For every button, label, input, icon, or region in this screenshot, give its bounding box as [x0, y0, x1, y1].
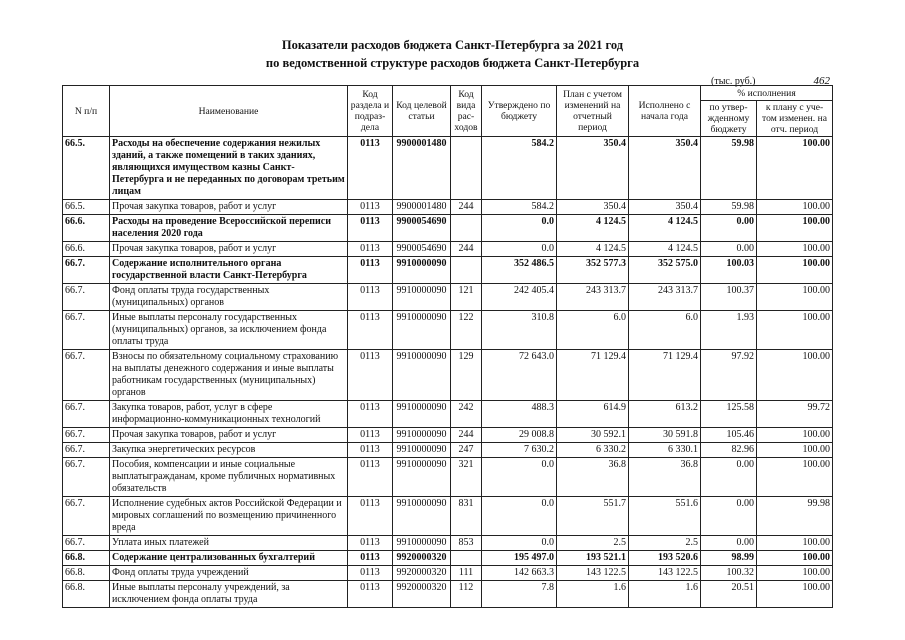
row-expense-type: 247	[451, 443, 482, 458]
row-pct-approved: 100.37	[701, 284, 757, 311]
row-section-code: 0113	[348, 536, 393, 551]
row-section-code: 0113	[348, 137, 393, 200]
table-row	[63, 497, 833, 536]
row-expense-type: 244	[451, 200, 482, 215]
row-plan: 350.4	[557, 200, 629, 215]
row-section-code: 0113	[348, 257, 393, 284]
row-target-code: 9910000090	[393, 428, 451, 443]
row-approved: 242 405.4	[482, 284, 557, 311]
row-pct-approved: 20.51	[701, 581, 757, 608]
row-num: 66.7.	[63, 311, 110, 350]
row-pct-plan: 100.00	[757, 536, 833, 551]
row-name: Иные выплаты персоналу учреждений, за исключением фонда оплаты труда	[110, 581, 348, 608]
row-target-code: 9910000090	[393, 458, 451, 497]
header-executed: Исполнено с начала года	[629, 86, 701, 137]
row-plan: 71 129.4	[557, 350, 629, 401]
row-target-code: 9910000090	[393, 284, 451, 311]
row-target-code: 9900001480	[393, 200, 451, 215]
row-section-code: 0113	[348, 242, 393, 257]
row-executed: 352 575.0	[629, 257, 701, 284]
row-target-code: 9910000090	[393, 401, 451, 428]
row-pct-approved: 0.00	[701, 242, 757, 257]
row-name: Фонд оплаты труда учреждений	[110, 566, 348, 581]
row-pct-plan: 100.00	[757, 350, 833, 401]
row-section-code: 0113	[348, 350, 393, 401]
row-pct-plan: 99.72	[757, 401, 833, 428]
table-row	[63, 401, 833, 428]
row-pct-approved: 98.99	[701, 551, 757, 566]
row-pct-plan: 100.00	[757, 137, 833, 200]
row-plan: 6.0	[557, 311, 629, 350]
row-pct-plan: 100.00	[757, 566, 833, 581]
row-pct-plan: 100.00	[757, 200, 833, 215]
row-name: Исполнение судебных актов Российской Федерации и мировых соглашений по возмещению причиненного вреда	[110, 497, 348, 536]
table-row	[63, 284, 833, 311]
header-pct-approved: по утвер-жденному бюджету	[701, 101, 757, 137]
row-pct-approved: 0.00	[701, 536, 757, 551]
row-approved: 0.0	[482, 497, 557, 536]
header-percent: % исполнения	[701, 86, 833, 101]
table-row	[63, 311, 833, 350]
table-row	[63, 257, 833, 284]
header-expense-type: Код вида рас-ходов	[451, 86, 482, 137]
row-expense-type: 244	[451, 242, 482, 257]
row-executed: 6.0	[629, 311, 701, 350]
row-section-code: 0113	[348, 284, 393, 311]
row-target-code: 9910000090	[393, 443, 451, 458]
header-approved: Утверждено по бюджету	[482, 86, 557, 137]
row-approved: 0.0	[482, 242, 557, 257]
row-pct-approved: 0.00	[701, 458, 757, 497]
row-approved: 195 497.0	[482, 551, 557, 566]
row-plan: 551.7	[557, 497, 629, 536]
report-subtitle: по ведомственной структуре расходов бюджета Санкт-Петербурга	[265, 56, 640, 70]
row-approved: 584.2	[482, 137, 557, 200]
row-target-code: 9910000090	[393, 257, 451, 284]
table-row	[63, 536, 833, 551]
row-expense-type: 122	[451, 311, 482, 350]
row-approved: 584.2	[482, 200, 557, 215]
row-section-code: 0113	[348, 311, 393, 350]
page-number: 462	[813, 75, 830, 87]
row-plan: 2.5	[557, 536, 629, 551]
row-num: 66.7.	[63, 284, 110, 311]
row-section-code: 0113	[348, 566, 393, 581]
row-expense-type: 831	[451, 497, 482, 536]
row-plan: 4 124.5	[557, 242, 629, 257]
row-expense-type	[451, 137, 482, 200]
row-pct-approved: 100.03	[701, 257, 757, 284]
row-expense-type: 244	[451, 428, 482, 443]
row-name: Иные выплаты персоналу государственных (муниципальных) органов, за исключением фонда оплаты труда	[110, 311, 348, 350]
row-target-code: 9920000320	[393, 551, 451, 566]
row-section-code: 0113	[348, 458, 393, 497]
budget-table	[62, 85, 833, 608]
row-name: Уплата иных платежей	[110, 536, 348, 551]
row-expense-type	[451, 215, 482, 242]
row-pct-plan: 100.00	[757, 311, 833, 350]
row-approved: 488.3	[482, 401, 557, 428]
row-target-code: 9910000090	[393, 536, 451, 551]
row-plan: 143 122.5	[557, 566, 629, 581]
row-approved: 310.8	[482, 311, 557, 350]
row-expense-type: 111	[451, 566, 482, 581]
row-name: Прочая закупка товаров, работ и услуг	[110, 428, 348, 443]
row-executed: 350.4	[629, 137, 701, 200]
row-expense-type: 112	[451, 581, 482, 608]
row-approved: 142 663.3	[482, 566, 557, 581]
row-executed: 243 313.7	[629, 284, 701, 311]
row-approved: 0.0	[482, 215, 557, 242]
row-name: Фонд оплаты труда государственных (муниципальных) органов	[110, 284, 348, 311]
row-pct-approved: 125.58	[701, 401, 757, 428]
row-pct-plan: 100.00	[757, 428, 833, 443]
row-approved: 72 643.0	[482, 350, 557, 401]
row-num: 66.8.	[63, 581, 110, 608]
table-row	[63, 137, 833, 200]
row-target-code: 9910000090	[393, 350, 451, 401]
row-section-code: 0113	[348, 551, 393, 566]
row-num: 66.8.	[63, 566, 110, 581]
row-approved: 352 486.5	[482, 257, 557, 284]
row-expense-type: 121	[451, 284, 482, 311]
row-num: 66.7.	[63, 497, 110, 536]
row-num: 66.7.	[63, 401, 110, 428]
row-target-code: 9900054690	[393, 242, 451, 257]
row-section-code: 0113	[348, 497, 393, 536]
header-num: N п/п	[63, 86, 110, 137]
row-approved: 7 630.2	[482, 443, 557, 458]
header-section-code: Код раздела и подраз-дела	[348, 86, 393, 137]
row-num: 66.7.	[63, 536, 110, 551]
row-pct-plan: 100.00	[757, 242, 833, 257]
row-executed: 193 520.6	[629, 551, 701, 566]
row-name: Содержание централизованных бухгалтерий	[110, 551, 348, 566]
table-row	[63, 566, 833, 581]
row-name: Прочая закупка товаров, работ и услуг	[110, 200, 348, 215]
row-target-code: 9900001480	[393, 137, 451, 200]
row-name: Прочая закупка товаров, работ и услуг	[110, 242, 348, 257]
row-expense-type: 129	[451, 350, 482, 401]
row-plan: 350.4	[557, 137, 629, 200]
table-row	[63, 215, 833, 242]
row-pct-plan: 100.00	[757, 551, 833, 566]
row-plan: 30 592.1	[557, 428, 629, 443]
row-name: Расходы на обеспечение содержания нежилых зданий, а также помещений в таких зданиях, являющихся имуществом казны Санкт-Петербурга и не переданных по договорам третьим лицам	[110, 137, 348, 200]
row-approved: 29 008.8	[482, 428, 557, 443]
row-num: 66.5.	[63, 200, 110, 215]
row-num: 66.7.	[63, 443, 110, 458]
row-section-code: 0113	[348, 581, 393, 608]
row-executed: 1.6	[629, 581, 701, 608]
row-expense-type	[451, 257, 482, 284]
row-plan: 6 330.2	[557, 443, 629, 458]
row-section-code: 0113	[348, 200, 393, 215]
row-name: Содержание исполнительного органа государственной власти Санкт-Петербурга	[110, 257, 348, 284]
row-executed: 551.6	[629, 497, 701, 536]
row-pct-approved: 97.92	[701, 350, 757, 401]
row-pct-plan: 100.00	[757, 257, 833, 284]
row-executed: 613.2	[629, 401, 701, 428]
row-plan: 614.9	[557, 401, 629, 428]
row-executed: 4 124.5	[629, 215, 701, 242]
row-pct-plan: 100.00	[757, 581, 833, 608]
row-approved: 7.8	[482, 581, 557, 608]
row-num: 66.6.	[63, 242, 110, 257]
row-pct-plan: 100.00	[757, 215, 833, 242]
row-pct-approved: 0.00	[701, 215, 757, 242]
header-target-code: Код целевой статьи	[393, 86, 451, 137]
row-name: Пособия, компенсации и иные социальные выплатыгражданам, кроме публичных нормативных обязательств	[110, 458, 348, 497]
row-plan: 4 124.5	[557, 215, 629, 242]
row-executed: 350.4	[629, 200, 701, 215]
row-pct-approved: 59.98	[701, 200, 757, 215]
row-name: Взносы по обязательному социальному страхованию на выплаты денежного содержания и иные выплаты работникам государственных (муниципальных) органов	[110, 350, 348, 401]
row-expense-type: 321	[451, 458, 482, 497]
header-plan: План с учетом изменений на отчетный период	[557, 86, 629, 137]
row-target-code: 9900054690	[393, 215, 451, 242]
row-num: 66.7.	[63, 458, 110, 497]
row-section-code: 0113	[348, 401, 393, 428]
row-section-code: 0113	[348, 443, 393, 458]
row-pct-approved: 0.00	[701, 497, 757, 536]
row-pct-approved: 105.46	[701, 428, 757, 443]
row-executed: 6 330.1	[629, 443, 701, 458]
row-pct-plan: 100.00	[757, 284, 833, 311]
row-target-code: 9910000090	[393, 497, 451, 536]
row-executed: 4 124.5	[629, 242, 701, 257]
table-row	[63, 443, 833, 458]
row-executed: 2.5	[629, 536, 701, 551]
header-name: Наименование	[110, 86, 348, 137]
row-plan: 1.6	[557, 581, 629, 608]
row-pct-approved: 100.32	[701, 566, 757, 581]
row-name: Закупка энергетических ресурсов	[110, 443, 348, 458]
row-pct-approved: 82.96	[701, 443, 757, 458]
table-row	[63, 581, 833, 608]
row-plan: 36.8	[557, 458, 629, 497]
row-pct-plan: 99.98	[757, 497, 833, 536]
row-num: 66.7.	[63, 428, 110, 443]
row-name: Закупка товаров, работ, услуг в сфере информационно-коммуникационных технологий	[110, 401, 348, 428]
row-pct-plan: 100.00	[757, 443, 833, 458]
row-approved: 0.0	[482, 536, 557, 551]
row-plan: 243 313.7	[557, 284, 629, 311]
table-row	[63, 458, 833, 497]
row-pct-approved: 59.98	[701, 137, 757, 200]
row-plan: 352 577.3	[557, 257, 629, 284]
units-label: (тыс. руб.)	[711, 76, 756, 87]
table-row	[63, 242, 833, 257]
row-section-code: 0113	[348, 428, 393, 443]
row-expense-type: 853	[451, 536, 482, 551]
table-row	[63, 551, 833, 566]
row-num: 66.5.	[63, 137, 110, 200]
row-num: 66.8.	[63, 551, 110, 566]
row-name: Расходы на проведение Всероссийской переписи населения 2020 года	[110, 215, 348, 242]
row-pct-plan: 100.00	[757, 458, 833, 497]
row-executed: 30 591.8	[629, 428, 701, 443]
row-executed: 36.8	[629, 458, 701, 497]
report-title: Показатели расходов бюджета Санкт-Петербурга за 2021 год	[281, 38, 624, 52]
row-target-code: 9920000320	[393, 581, 451, 608]
row-target-code: 9910000090	[393, 311, 451, 350]
table-row	[63, 350, 833, 401]
row-expense-type	[451, 551, 482, 566]
row-expense-type: 242	[451, 401, 482, 428]
row-pct-approved: 1.93	[701, 311, 757, 350]
row-section-code: 0113	[348, 215, 393, 242]
row-approved: 0.0	[482, 458, 557, 497]
row-num: 66.7.	[63, 350, 110, 401]
row-target-code: 9920000320	[393, 566, 451, 581]
table-row	[63, 428, 833, 443]
row-num: 66.7.	[63, 257, 110, 284]
row-num: 66.6.	[63, 215, 110, 242]
header-pct-plan: к плану с уче-том изменен. на отч. период	[757, 101, 833, 137]
row-plan: 193 521.1	[557, 551, 629, 566]
row-executed: 71 129.4	[629, 350, 701, 401]
row-executed: 143 122.5	[629, 566, 701, 581]
table-row	[63, 200, 833, 215]
